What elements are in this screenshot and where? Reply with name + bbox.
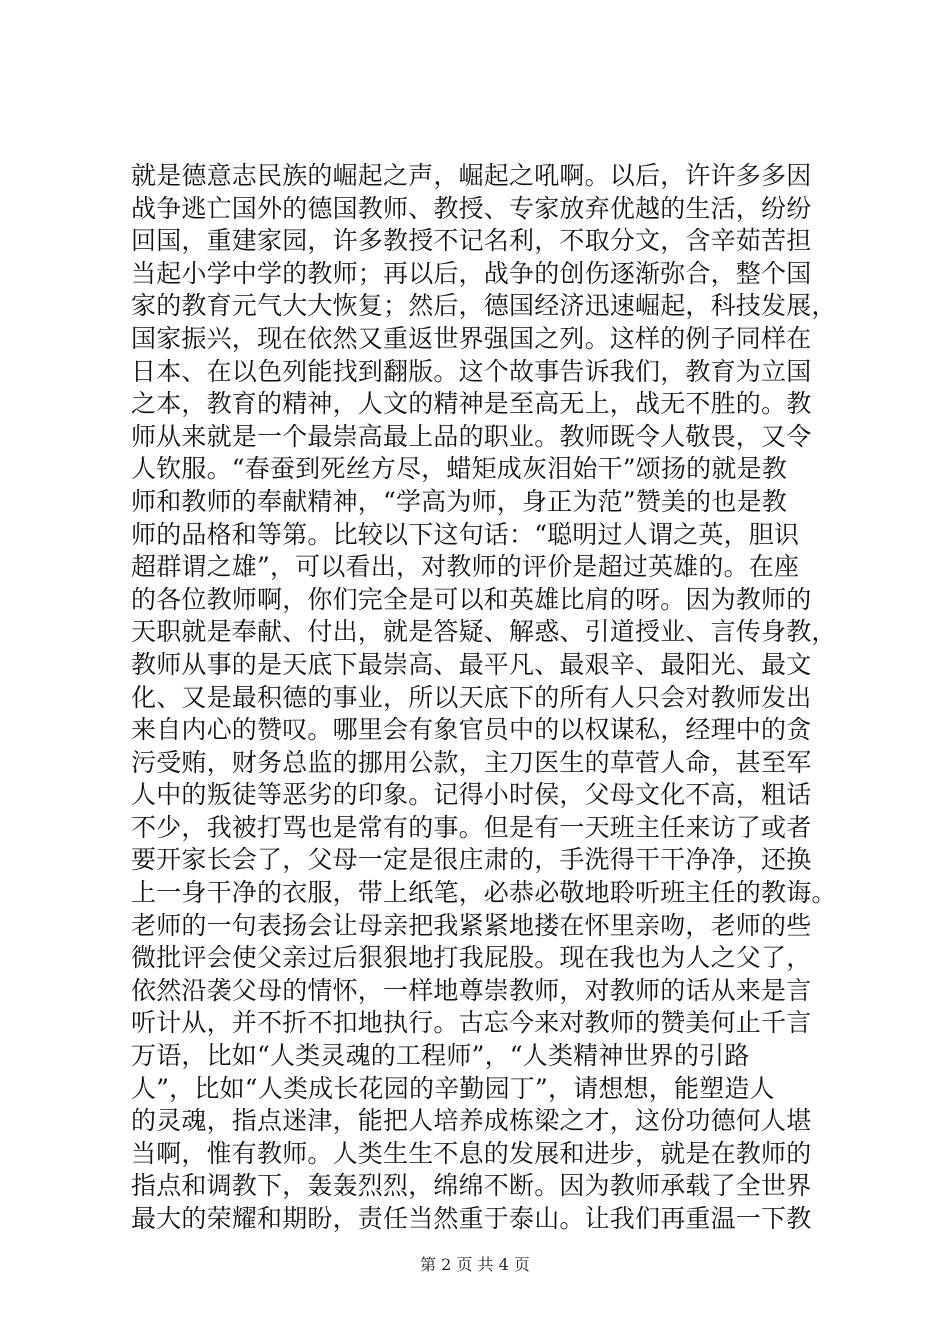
text-line: 战争逃亡国外的德国教师、教授、专家放弃优越的生活，纷纷 xyxy=(131,193,812,223)
text-line: 人中的叛徒等恶劣的印象。记得小时侯，父母文化不高，粗话 xyxy=(131,780,812,810)
text-line: 超群谓之雄”，可以看出，对教师的评价是超过英雄的。在座 xyxy=(131,552,800,582)
text-line: 老师的一句表扬会让母亲把我紧紧地搂在怀里亲吻，老师的些 xyxy=(131,910,812,940)
text-line: 师和教师的奉献精神，“学高为师，身正为范”赞美的也是教 xyxy=(131,486,787,516)
text-line: 听计从，并不折不扣地执行。古忘今来对教师的赞美何止千言 xyxy=(131,1008,812,1038)
text-line: 依然沿袭父母的情怀，一样地尊崇教师，对教师的话从来是言 xyxy=(131,975,812,1005)
page-footer: 第 2 页 共 4 页 xyxy=(420,1255,530,1274)
text-line: 污受贿，财务总监的挪用公款，主刀医生的草菅人命，甚至军 xyxy=(131,747,812,777)
text-line: 的各位教师啊，你们完全是可以和英雄比肩的呀。因为教师的 xyxy=(131,584,812,614)
text-line: 就是德意志民族的崛起之声，崛起之吼啊。以后，许许多多因 xyxy=(131,161,812,190)
text-line: 的灵魂，指点迷津，能把人培养成栋梁之才，这份功德何人堪 xyxy=(131,1106,812,1136)
text-line: 国家振兴，现在依然又重返世界强国之列。这样的例子同样在 xyxy=(131,323,812,353)
text-line: 最大的荣耀和期盼，责任当然重于泰山。让我们再重温一下教 xyxy=(131,1204,812,1233)
text-line: 回国，重建家园，许多教授不记名利，不取分文，含辛茹苦担 xyxy=(131,226,812,256)
body-text xyxy=(131,160,837,1236)
text-line: 家的教育元气大大恢复；然后，德国经济迅速崛起，科技发展， xyxy=(131,291,837,321)
text-line: 之本，教育的精神，人文的精神是至高无上，战无不胜的。教 xyxy=(131,389,812,419)
text-line: 师的品格和等第。比较以下这句话：“聪明过人谓之英，胆识 xyxy=(131,519,800,549)
text-line: 微批评会使父亲过后狠狠地打我屁股。现在我也为人之父了， xyxy=(131,943,812,973)
text-line: 要开家长会了，父母一定是很庄肃的，手洗得干干净净，还换 xyxy=(131,845,812,875)
text-line: 当啊，惟有教师。人类生生不息的发展和进步，就是在教师的 xyxy=(131,1138,812,1168)
text-line: 指点和调教下，轰轰烈烈，绵绵不断。因为教师承载了全世界 xyxy=(131,1171,812,1201)
text-line: 万语，比如“人类灵魂的工程师”，“人类精神世界的引路 xyxy=(131,1041,750,1071)
text-line: 不少，我被打骂也是常有的事。但是有一天班主任来访了或者 xyxy=(131,812,812,842)
text-line: 教师从事的是天底下最崇高、最平凡、最艰辛、最阳光、最文 xyxy=(131,649,812,679)
text-line: 人”，比如“人类成长花园的辛勤园丁”，请想想，能塑造人 xyxy=(131,1073,775,1103)
text-line: 来自内心的赞叹。哪里会有象官员中的以权谋私，经理中的贪 xyxy=(131,715,812,745)
text-line: 人钦服。“春蚕到死丝方尽，蜡矩成灰泪始干”颂扬的就是教 xyxy=(131,454,787,484)
text-line: 化、又是最积德的事业，所以天底下的所有人只会对教师发出 xyxy=(131,682,812,712)
text-line: 天职就是奉献、付出，就是答疑、解惑、引道授业、言传身教， xyxy=(131,617,837,647)
text-line: 师从来就是一个最崇高最上品的职业。教师既令人敬畏，又令 xyxy=(131,421,812,451)
text-line: 日本、在以色列能找到翻版。这个故事告诉我们，教育为立国 xyxy=(131,356,812,386)
text-line: 当起小学中学的教师；再以后，战争的创伤逐渐弥合，整个国 xyxy=(131,258,812,288)
text-line: 上一身干净的衣服，带上纸笔，必恭必敬地聆听班主任的教诲。 xyxy=(131,878,837,908)
